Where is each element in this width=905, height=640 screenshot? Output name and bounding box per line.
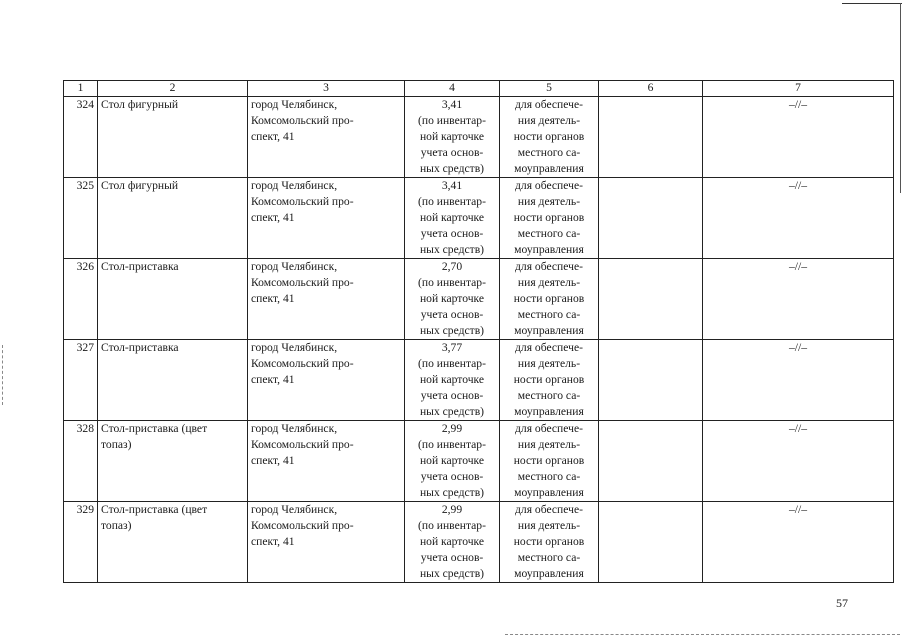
- value-line: (по инвентар-: [418, 357, 486, 370]
- item-purpose: [500, 178, 599, 259]
- purpose-line: ности органов: [513, 292, 585, 305]
- item-address: [248, 178, 405, 259]
- value-line: учета основ-: [420, 146, 484, 159]
- value-line: ных средств): [419, 486, 485, 499]
- column-6-cell: [599, 421, 703, 502]
- column-6-cell: [599, 340, 703, 421]
- item-address: [248, 502, 405, 583]
- property-register-table: [63, 80, 894, 583]
- purpose-line: ния деятель-: [517, 357, 581, 370]
- item-name: [98, 97, 248, 178]
- column-7-cell: –//–: [703, 259, 894, 340]
- address-line: Комсомольский про-: [251, 195, 354, 208]
- column-header-6: 6: [599, 81, 703, 97]
- value-line: ных средств): [419, 243, 485, 256]
- value-line: учета основ-: [420, 470, 484, 483]
- item-address: [248, 97, 405, 178]
- address-line: спект, 41: [251, 292, 295, 305]
- value-line: 3,41: [441, 179, 463, 192]
- address-line: Комсомольский про-: [251, 276, 354, 289]
- item-purpose: [500, 97, 599, 178]
- address-line: спект, 41: [251, 454, 295, 467]
- value-line: ной карточке: [419, 211, 485, 224]
- address-line: спект, 41: [251, 373, 295, 386]
- purpose-line: ности органов: [513, 211, 585, 224]
- item-name-line: Стол фигурный: [101, 98, 179, 111]
- item-name: [98, 421, 248, 502]
- address-line: спект, 41: [251, 130, 295, 143]
- value-line: ной карточке: [419, 292, 485, 305]
- item-address: [248, 421, 405, 502]
- scan-artifact-bottom: [505, 634, 900, 635]
- value-line: ных средств): [419, 324, 485, 337]
- purpose-line: местного са-: [517, 389, 581, 402]
- value-line: 2,99: [441, 503, 463, 516]
- row-number: 324: [64, 97, 98, 178]
- purpose-line: для обеспече-: [515, 179, 583, 192]
- purpose-line: для обеспече-: [515, 341, 583, 354]
- purpose-line: для обеспече-: [515, 503, 583, 516]
- row-number: 327: [64, 340, 98, 421]
- table-row: [64, 97, 894, 178]
- purpose-line: ности органов: [513, 373, 585, 386]
- purpose-line: моуправления: [514, 162, 584, 175]
- value-line: (по инвентар-: [418, 438, 486, 451]
- purpose-line: моуправления: [514, 567, 584, 580]
- purpose-line: для обеспече-: [515, 422, 583, 435]
- value-line: 3,41: [441, 98, 463, 111]
- table-row: [64, 502, 894, 583]
- address-line: спект, 41: [251, 211, 295, 224]
- column-header-5: 5: [500, 81, 599, 97]
- address-line: Комсомольский про-: [251, 438, 354, 451]
- item-address: [248, 340, 405, 421]
- column-header-7: 7: [703, 81, 894, 97]
- value-line: учета основ-: [420, 308, 484, 321]
- value-line: ной карточке: [419, 454, 485, 467]
- column-header-4: 4: [405, 81, 500, 97]
- purpose-line: ния деятель-: [517, 114, 581, 127]
- item-purpose: [500, 259, 599, 340]
- address-line: Комсомольский про-: [251, 357, 354, 370]
- value-line: 2,99: [441, 422, 463, 435]
- column-6-cell: [599, 178, 703, 259]
- purpose-line: ния деятель-: [517, 276, 581, 289]
- page-number: 57: [836, 596, 848, 610]
- value-line: ных средств): [419, 567, 485, 580]
- row-number: 325: [64, 178, 98, 259]
- item-name: [98, 259, 248, 340]
- purpose-line: для обеспече-: [515, 260, 583, 273]
- purpose-line: местного са-: [517, 227, 581, 240]
- address-line: город Челябинск,: [251, 260, 338, 273]
- scan-artifact-left: [2, 345, 3, 405]
- item-value: [405, 502, 500, 583]
- item-purpose: [500, 340, 599, 421]
- item-value: [405, 421, 500, 502]
- row-number: 326: [64, 259, 98, 340]
- address-line: Комсомольский про-: [251, 114, 354, 127]
- table-header-row: [64, 81, 894, 97]
- address-line: город Челябинск,: [251, 179, 338, 192]
- address-line: город Челябинск,: [251, 341, 338, 354]
- purpose-line: моуправления: [514, 486, 584, 499]
- purpose-line: моуправления: [514, 243, 584, 256]
- purpose-line: местного са-: [517, 551, 581, 564]
- item-name-line: топаз): [101, 519, 132, 532]
- address-line: город Челябинск,: [251, 98, 338, 111]
- address-line: Комсомольский про-: [251, 519, 354, 532]
- value-line: ных средств): [419, 162, 485, 175]
- address-line: спект, 41: [251, 535, 295, 548]
- purpose-line: для обеспече-: [515, 98, 583, 111]
- value-line: учета основ-: [420, 551, 484, 564]
- scan-artifact-top: [842, 3, 902, 4]
- item-name-line: топаз): [101, 438, 132, 451]
- value-line: 3,77: [441, 341, 463, 354]
- item-purpose: [500, 421, 599, 502]
- item-value: [405, 97, 500, 178]
- column-header-2: 2: [98, 81, 248, 97]
- item-purpose: [500, 502, 599, 583]
- item-name-line: Стол-приставка: [101, 260, 179, 273]
- item-address: [248, 259, 405, 340]
- column-6-cell: [599, 97, 703, 178]
- value-line: ной карточке: [419, 373, 485, 386]
- item-name-line: Стол-приставка (цвет: [101, 503, 208, 516]
- address-line: город Челябинск,: [251, 422, 338, 435]
- table-row: [64, 421, 894, 502]
- purpose-line: ния деятель-: [517, 438, 581, 451]
- item-name-line: Стол-приставка (цвет: [101, 422, 208, 435]
- purpose-line: ности органов: [513, 535, 585, 548]
- column-6-cell: [599, 259, 703, 340]
- value-line: ной карточке: [419, 130, 485, 143]
- item-name: [98, 340, 248, 421]
- purpose-line: ности органов: [513, 130, 585, 143]
- table-row: [64, 178, 894, 259]
- item-name-line: Стол-приставка: [101, 341, 179, 354]
- item-name-line: Стол фигурный: [101, 179, 179, 192]
- column-7-cell: –//–: [703, 502, 894, 583]
- scan-artifact-right: [900, 3, 901, 193]
- purpose-line: местного са-: [517, 308, 581, 321]
- value-line: (по инвентар-: [418, 195, 486, 208]
- item-value: [405, 259, 500, 340]
- item-value: [405, 340, 500, 421]
- column-header-1: 1: [64, 81, 98, 97]
- purpose-line: ности органов: [513, 454, 585, 467]
- value-line: ных средств): [419, 405, 485, 418]
- column-header-3: 3: [248, 81, 405, 97]
- value-line: (по инвентар-: [418, 519, 486, 532]
- purpose-line: местного са-: [517, 470, 581, 483]
- column-7-cell: –//–: [703, 340, 894, 421]
- value-line: ной карточке: [419, 535, 485, 548]
- item-name: [98, 502, 248, 583]
- value-line: 2,70: [441, 260, 463, 273]
- purpose-line: местного са-: [517, 146, 581, 159]
- table-row: [64, 340, 894, 421]
- purpose-line: ния деятель-: [517, 519, 581, 532]
- address-line: город Челябинск,: [251, 503, 338, 516]
- purpose-line: моуправления: [514, 324, 584, 337]
- row-number: 328: [64, 421, 98, 502]
- table-row: [64, 259, 894, 340]
- value-line: (по инвентар-: [418, 276, 486, 289]
- column-7-cell: –//–: [703, 97, 894, 178]
- column-6-cell: [599, 502, 703, 583]
- column-7-cell: –//–: [703, 178, 894, 259]
- item-value: [405, 178, 500, 259]
- value-line: учета основ-: [420, 389, 484, 402]
- item-name: [98, 178, 248, 259]
- value-line: (по инвентар-: [418, 114, 486, 127]
- purpose-line: ния деятель-: [517, 195, 581, 208]
- row-number: 329: [64, 502, 98, 583]
- purpose-line: моуправления: [514, 405, 584, 418]
- column-7-cell: –//–: [703, 421, 894, 502]
- value-line: учета основ-: [420, 227, 484, 240]
